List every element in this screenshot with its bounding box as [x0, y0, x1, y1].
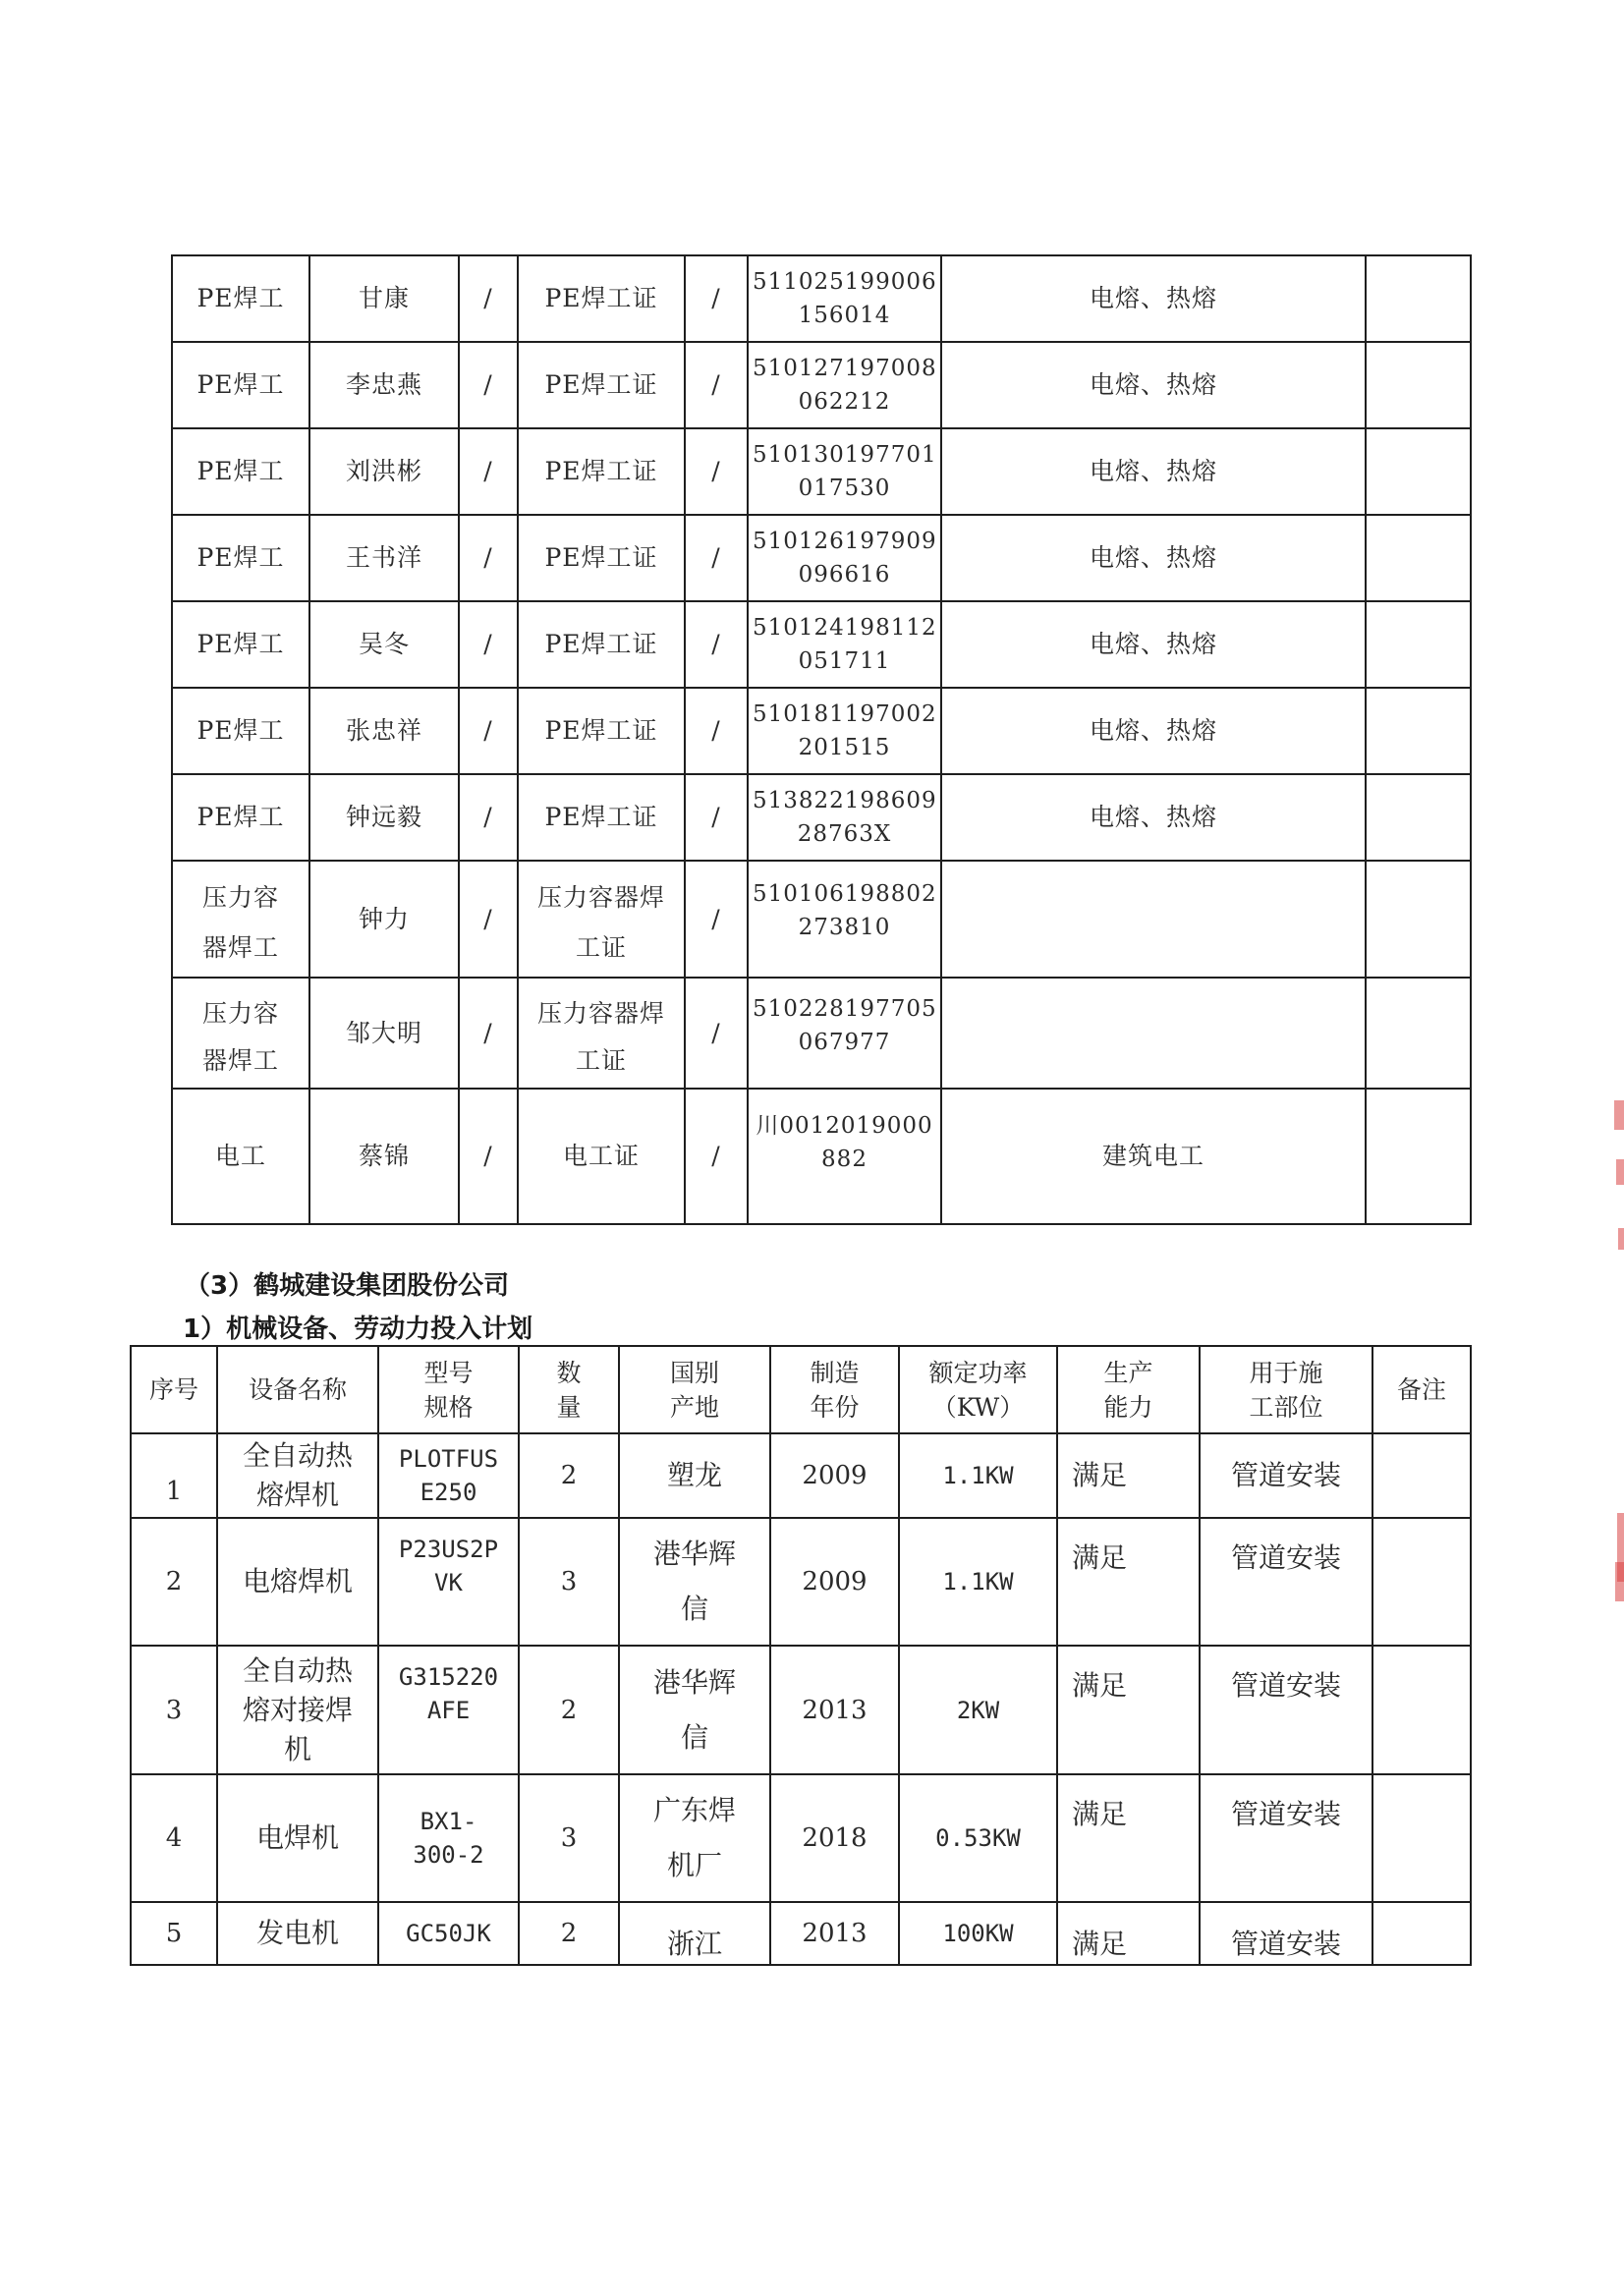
- table-row: [172, 978, 1471, 1089]
- scope-cell: 电熔、热熔: [941, 601, 1366, 688]
- col-header-model: 型号 规格: [378, 1346, 519, 1433]
- qty-cell: 3: [519, 1518, 619, 1646]
- note-cell: [1372, 1646, 1471, 1774]
- col-header-year: 制造 年份: [770, 1346, 899, 1433]
- cert-cell: 压力容器焊 工证: [518, 978, 685, 1089]
- capacity-cell: 满足: [1057, 1774, 1200, 1902]
- table-row: [131, 1646, 1471, 1774]
- id-cell: 513822198609 28763X: [748, 774, 941, 861]
- table-row: [172, 1089, 1471, 1224]
- blank-cell: /: [685, 774, 748, 861]
- cert-cell: PE焊工证: [518, 515, 685, 601]
- blank-cell: /: [459, 515, 518, 601]
- equipment-plan-heading: 1）机械设备、劳动力投入计划: [183, 1315, 533, 1344]
- model-cell: P23US2P VK: [378, 1518, 519, 1646]
- table-row: [172, 255, 1471, 342]
- table-row: [172, 688, 1471, 774]
- model-cell: GC50JK: [378, 1902, 519, 1965]
- use-cell: 管道安装: [1200, 1518, 1372, 1646]
- qty-cell: 2: [519, 1433, 619, 1518]
- note-cell: [1366, 688, 1471, 774]
- model-cell: PLOTFUS E250: [378, 1433, 519, 1518]
- name-cell: 全自动热 熔焊机: [217, 1433, 378, 1518]
- blank-cell: /: [459, 861, 518, 978]
- scope-cell: 电熔、热熔: [941, 688, 1366, 774]
- table-row: [172, 861, 1471, 978]
- name-cell: 钟远毅: [309, 774, 459, 861]
- blank-cell: /: [459, 428, 518, 515]
- power-cell: 100KW: [899, 1902, 1057, 1965]
- name-cell: 钟力: [309, 861, 459, 978]
- qty-cell: 2: [519, 1646, 619, 1774]
- id-cell: 510130197701 017530: [748, 428, 941, 515]
- scope-cell: 电熔、热熔: [941, 774, 1366, 861]
- equipment-table: [130, 1345, 1472, 1966]
- note-cell: [1372, 1902, 1471, 1965]
- name-cell: 全自动热 熔对接焊 机: [217, 1646, 378, 1774]
- no-cell: 3: [131, 1646, 217, 1774]
- cert-cell: PE焊工证: [518, 255, 685, 342]
- note-cell: [1366, 428, 1471, 515]
- no-cell: 5: [131, 1902, 217, 1965]
- table-row: [172, 342, 1471, 428]
- cert-cell: 电工证: [518, 1089, 685, 1224]
- use-cell: 管道安装: [1200, 1774, 1372, 1902]
- use-cell: 管道安装: [1200, 1433, 1372, 1518]
- table-row: [172, 515, 1471, 601]
- role-cell: PE焊工: [172, 255, 309, 342]
- name-cell: 发电机: [217, 1902, 378, 1965]
- scope-cell: 电熔、热熔: [941, 428, 1366, 515]
- cert-cell: PE焊工证: [518, 774, 685, 861]
- col-header-use: 用于施 工部位: [1200, 1346, 1372, 1433]
- note-cell: [1366, 255, 1471, 342]
- note-cell: [1372, 1518, 1471, 1646]
- name-cell: 王书洋: [309, 515, 459, 601]
- use-cell: 管道安装: [1200, 1902, 1372, 1965]
- name-cell: 邹大明: [309, 978, 459, 1089]
- model-cell: BX1- 300-2: [378, 1774, 519, 1902]
- origin-cell: 塑龙: [619, 1433, 770, 1518]
- scope-cell: 电熔、热熔: [941, 255, 1366, 342]
- note-cell: [1366, 861, 1471, 978]
- capacity-cell: 满足: [1057, 1646, 1200, 1774]
- blank-cell: /: [459, 342, 518, 428]
- id-cell: 510126197909 096616: [748, 515, 941, 601]
- origin-cell: 港华辉 信: [619, 1646, 770, 1774]
- power-cell: 0.53KW: [899, 1774, 1057, 1902]
- year-cell: 2013: [770, 1646, 899, 1774]
- seal-mark: [1615, 1562, 1624, 1601]
- role-cell: PE焊工: [172, 688, 309, 774]
- capacity-cell: 满足: [1057, 1902, 1200, 1965]
- name-cell: 电焊机: [217, 1774, 378, 1902]
- year-cell: 2009: [770, 1433, 899, 1518]
- blank-cell: /: [459, 255, 518, 342]
- note-cell: [1366, 601, 1471, 688]
- name-cell: 李忠燕: [309, 342, 459, 428]
- year-cell: 2018: [770, 1774, 899, 1902]
- scope-cell: [941, 978, 1366, 1089]
- scope-cell: 电熔、热熔: [941, 515, 1366, 601]
- header-row: [131, 1346, 1471, 1433]
- no-cell: 2: [131, 1518, 217, 1646]
- blank-cell: /: [459, 978, 518, 1089]
- blank-cell: /: [459, 601, 518, 688]
- id-cell: 510228197705 067977: [748, 978, 941, 1089]
- note-cell: [1366, 1089, 1471, 1224]
- id-cell: 510124198112 051711: [748, 601, 941, 688]
- seal-mark: [1618, 1228, 1624, 1250]
- role-cell: PE焊工: [172, 515, 309, 601]
- blank-cell: /: [685, 861, 748, 978]
- blank-cell: /: [685, 688, 748, 774]
- note-cell: [1366, 774, 1471, 861]
- id-cell: 川0012019000 882: [748, 1089, 941, 1224]
- use-cell: 管道安装: [1200, 1646, 1372, 1774]
- blank-cell: /: [685, 428, 748, 515]
- blank-cell: /: [459, 774, 518, 861]
- qty-cell: 3: [519, 1774, 619, 1902]
- cert-cell: PE焊工证: [518, 688, 685, 774]
- blank-cell: /: [685, 978, 748, 1089]
- capacity-cell: 满足: [1057, 1433, 1200, 1518]
- col-header-no: 序号: [131, 1346, 217, 1433]
- name-cell: 甘康: [309, 255, 459, 342]
- name-cell: 蔡锦: [309, 1089, 459, 1224]
- cert-cell: PE焊工证: [518, 601, 685, 688]
- no-cell: 4: [131, 1774, 217, 1902]
- id-cell: 510181197002 201515: [748, 688, 941, 774]
- col-header-capacity: 生产 能力: [1057, 1346, 1200, 1433]
- role-cell: PE焊工: [172, 601, 309, 688]
- blank-cell: /: [685, 1089, 748, 1224]
- id-cell: 510127197008 062212: [748, 342, 941, 428]
- no-cell: 1: [131, 1433, 217, 1518]
- year-cell: 2013: [770, 1902, 899, 1965]
- cert-cell: PE焊工证: [518, 428, 685, 515]
- origin-cell: 浙江: [619, 1902, 770, 1965]
- role-cell: 压力容 器焊工: [172, 978, 309, 1089]
- name-cell: 张忠祥: [309, 688, 459, 774]
- note-cell: [1372, 1433, 1471, 1518]
- capacity-cell: 满足: [1057, 1518, 1200, 1646]
- role-cell: PE焊工: [172, 342, 309, 428]
- col-header-power: 额定功率 （KW）: [899, 1346, 1057, 1433]
- id-cell: 510106198802 273810: [748, 861, 941, 978]
- col-header-origin: 国别 产地: [619, 1346, 770, 1433]
- power-cell: 1.1KW: [899, 1518, 1057, 1646]
- staff-table: [171, 254, 1472, 1225]
- name-cell: 吴冬: [309, 601, 459, 688]
- note-cell: [1366, 515, 1471, 601]
- year-cell: 2009: [770, 1518, 899, 1646]
- model-cell: G315220 AFE: [378, 1646, 519, 1774]
- table-row: [172, 601, 1471, 688]
- qty-cell: 2: [519, 1902, 619, 1965]
- role-cell: PE焊工: [172, 774, 309, 861]
- origin-cell: 广东焊 机厂: [619, 1774, 770, 1902]
- scope-cell: 建筑电工: [941, 1089, 1366, 1224]
- blank-cell: /: [685, 601, 748, 688]
- cert-cell: 压力容器焊 工证: [518, 861, 685, 978]
- col-header-note: 备注: [1372, 1346, 1471, 1433]
- cert-cell: PE焊工证: [518, 342, 685, 428]
- table-row: [172, 774, 1471, 861]
- role-cell: PE焊工: [172, 428, 309, 515]
- col-header-qty: 数 量: [519, 1346, 619, 1433]
- name-cell: 电熔焊机: [217, 1518, 378, 1646]
- note-cell: [1366, 342, 1471, 428]
- note-cell: [1372, 1774, 1471, 1902]
- blank-cell: /: [459, 688, 518, 774]
- table-row: [131, 1518, 1471, 1646]
- role-cell: 压力容 器焊工: [172, 861, 309, 978]
- blank-cell: /: [685, 515, 748, 601]
- power-cell: 2KW: [899, 1646, 1057, 1774]
- blank-cell: /: [459, 1089, 518, 1224]
- company-heading: （3）鹤城建设集团股份公司: [185, 1271, 510, 1301]
- blank-cell: /: [685, 342, 748, 428]
- id-cell: 511025199006 156014: [748, 255, 941, 342]
- role-cell: 电工: [172, 1089, 309, 1224]
- seal-mark: [1614, 1100, 1624, 1130]
- note-cell: [1366, 978, 1471, 1089]
- col-header-name: 设备名称: [217, 1346, 378, 1433]
- table-row: [131, 1433, 1471, 1518]
- seal-mark: [1616, 1159, 1624, 1185]
- origin-cell: 港华辉 信: [619, 1518, 770, 1646]
- scope-cell: 电熔、热熔: [941, 342, 1366, 428]
- table-row: [131, 1774, 1471, 1902]
- scope-cell: [941, 861, 1366, 978]
- table-row: [131, 1902, 1471, 1965]
- name-cell: 刘洪彬: [309, 428, 459, 515]
- power-cell: 1.1KW: [899, 1433, 1057, 1518]
- blank-cell: /: [685, 255, 748, 342]
- table-row: [172, 428, 1471, 515]
